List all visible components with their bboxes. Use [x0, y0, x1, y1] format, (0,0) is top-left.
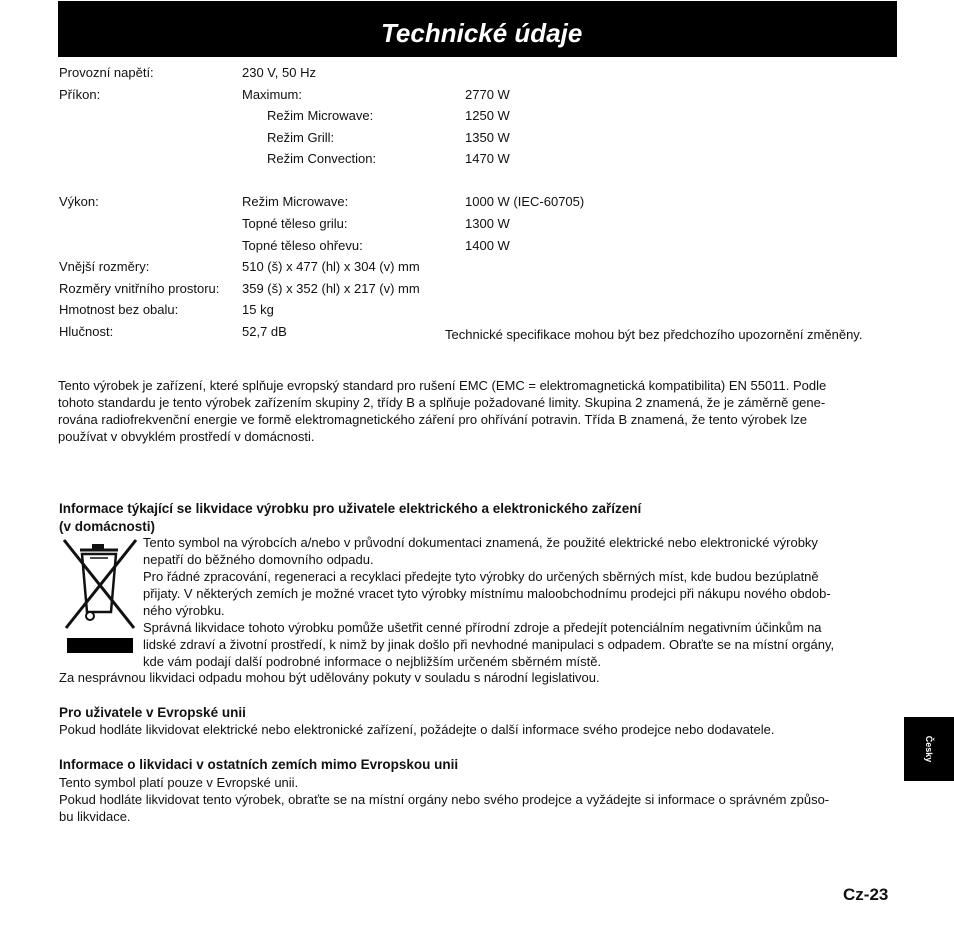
spec-power-row-name: Režim Grill: — [267, 130, 335, 145]
paragraph-line: Tento symbol na výrobcích a/nebo v průvodní dokumentaci znamená, že použité elektrické nebo elektronické výrobky — [143, 535, 818, 550]
spec-noise-value: 52,7 dB — [242, 324, 287, 339]
spec-power-row-value: 1350 W — [465, 130, 510, 145]
crossed-out-wheelie-bin-icon — [60, 536, 140, 632]
spec-inner-dimensions-value: 359 (š) x 352 (hl) x 217 (v) mm — [242, 281, 420, 296]
spec-change-note: Technické specifikace mohou být bez předchozího upozornění změněny. — [445, 327, 863, 342]
spec-inner-dimensions-label: Rozměry vnitřního prostoru: — [59, 281, 220, 296]
outside-eu-heading: Informace o likvidaci v ostatních zemích mimo Evropskou unii — [59, 757, 459, 772]
spec-outer-dimensions-label: Vnější rozměry: — [59, 259, 150, 274]
title-bar — [58, 1, 897, 57]
spec-voltage-label: Provozní napětí: — [59, 65, 154, 80]
paragraph-line: Pro řádné zpracování, regeneraci a recyklaci předejte tyto výrobky do určených sběrných míst, kde budou bezúplatně — [143, 569, 819, 584]
spec-power-row-name: Režim Microwave: — [267, 108, 374, 123]
disposal-heading — [59, 500, 641, 535]
spec-output-label: Výkon: — [59, 194, 99, 209]
eu-users-text — [59, 721, 774, 738]
emc-paragraph — [58, 377, 826, 445]
paragraph-line: Pokud hodláte likvidovat tento výrobek, obraťte se na místní orgány nebo svého prodejce a vyžádejte si informace o správném způso- — [59, 792, 830, 807]
disposal-text — [143, 534, 834, 670]
spec-noise-label: Hlučnost: — [59, 324, 114, 339]
paragraph-line: Za nesprávnou likvidaci odpadu mohou být udělovány pokuty v souladu s národní legislativou. — [59, 670, 600, 685]
spec-output-row-name: Topné těleso grilu: — [242, 216, 348, 231]
paragraph-line: přijaty. V některých zemích je možné vracet tyto výrobky místnímu maloobchodnímu prodejci při nákupu nového obdob- — [143, 586, 831, 601]
outside-eu-text — [59, 774, 829, 825]
spec-voltage-value: 230 V, 50 Hz — [242, 65, 316, 80]
paragraph-line: rována radiofrekvenční energie ve formě elektromagnetického záření pro ohřívání potravin. Třída B znamená, že tento výrobek lze — [58, 412, 808, 427]
spec-output-row-value: 1000 W (IEC-60705) — [465, 194, 585, 209]
spec-power-row-name: Režim Convection: — [267, 151, 377, 166]
spec-output-row-name: Topné těleso ohřevu: — [242, 238, 363, 253]
spec-power-row-value: 2770 W — [465, 87, 510, 102]
spec-weight-label: Hmotnost bez obalu: — [59, 302, 179, 317]
paragraph-line: bu likvidace. — [59, 809, 131, 824]
spec-output-row-name: Režim Microwave: — [242, 194, 349, 209]
language-tab-label: Česky — [924, 735, 934, 763]
disposal-penalty-line — [59, 669, 600, 686]
spec-output-row-value: 1400 W — [465, 238, 510, 253]
page-title: Technické údaje — [381, 18, 583, 48]
paragraph-line: Správná likvidace tohoto výrobku pomůže ušetřit cenné přírodní zdroje a předejít potenciálním negativním účinkům na — [143, 620, 822, 635]
heading-line: Informace týkající se likvidace výrobku pro uživatele elektrického a elektronického zařízení — [59, 501, 642, 516]
heading-line: (v domácnosti) — [59, 519, 156, 534]
paragraph-line: Tento symbol platí pouze v Evropské unii. — [59, 775, 299, 790]
spec-weight-value: 15 kg — [242, 302, 274, 317]
paragraph-line: nepatří do běžného domovního odpadu. — [143, 552, 374, 567]
paragraph-line: používat v obvyklém prostředí v domácnosti. — [58, 429, 315, 444]
page-number: Cz-23 — [843, 885, 889, 904]
eu-users-heading: Pro uživatele v Evropské unii — [59, 705, 246, 720]
spec-outer-dimensions-value: 510 (š) x 477 (hl) x 304 (v) mm — [242, 259, 420, 274]
spec-power-input-label: Příkon: — [59, 87, 101, 102]
paragraph-line: ného výrobku. — [143, 603, 225, 618]
spec-power-row-value: 1250 W — [465, 108, 510, 123]
language-tab — [904, 717, 954, 781]
spec-output-row-value: 1300 W — [465, 216, 510, 231]
paragraph-line: lidské zdraví a životní prostředí, k nimž by jinak došlo při nevhodné manipulaci s odpadem. Obraťte se na místní orgány, — [143, 637, 835, 652]
spec-power-row-value: 1470 W — [465, 151, 510, 166]
spec-power-row-name: Maximum: — [242, 87, 302, 102]
paragraph-line: Pokud hodláte likvidovat elektrické nebo elektronické zařízení, požádejte o další informace svého prodejce nebo dodavatele. — [59, 722, 775, 737]
paragraph-line: tohoto standardu je tento výrobek zařízením skupiny 2, třídy B a splňuje požadované limity. Skupina 2 znamená, že je záměrně gene- — [58, 395, 826, 410]
weee-black-bar — [67, 638, 133, 653]
paragraph-line: kde vám podají další podrobné informace o nejbližším určeném sběrném místě. — [143, 654, 602, 669]
paragraph-line: Tento výrobek je zařízení, které splňuje evropský standard pro rušení EMC (EMC = elektromagnetická kompatibilita) EN 55011. Podle — [58, 378, 827, 393]
